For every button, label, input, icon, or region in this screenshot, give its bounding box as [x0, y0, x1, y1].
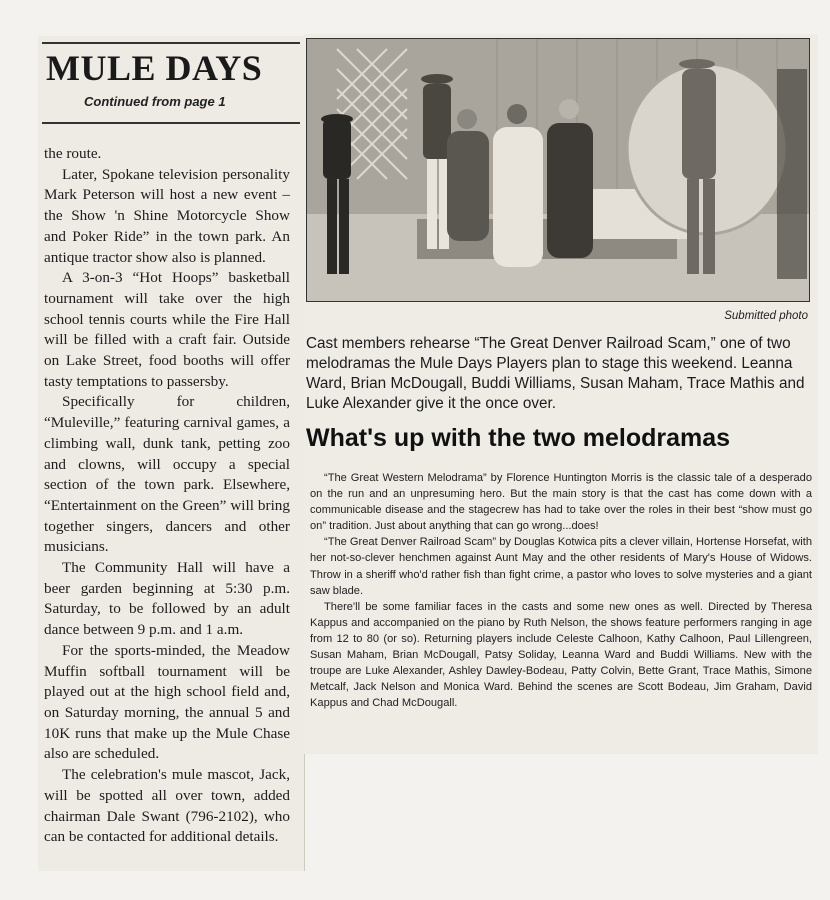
article-paragraph: The Community Hall will have a beer garden beginning at 5:30 p.m. Saturday, to be followed by an adult dance between 9 p.m. and 1 a.m.: [44, 559, 290, 639]
cast-photo-illustration: [307, 39, 809, 301]
continued-line: Continued from page 1: [84, 94, 226, 109]
article-paragraph: Later, Spokane television personality Mark Peterson will host a new event – the Show 'n Shine Motorcycle Show and Poker Ride” in the town park. An antique tractor show also is planned.: [44, 165, 290, 266]
sidebar-paragraph: There'll be some familiar faces in the casts and some new ones as well. Directed by Theresa Kappus and accompanied on the piano by Ruth Nelson, the shows feature performers ranging in age from 12 to 80 (or so). Returning players include Celeste Calhoon, Kathy Calhoon, Paul Lillengreen, Susan Maham, Brian McDougall, Patsy Soliday, Leanna Ward and Buddi Williams. New with the troupe are Luke Alexander, Ashley Dawley-Bodeau, Patty Colvin, Bette Grant, Trace Mathis, Simone Metcalf, Jack Nelson and Monica Ward. Behind the scenes are Scott Bodeau, Jim Graham, David Kappus and Chad McDougall.: [310, 600, 812, 710]
article-paragraph: The celebration's mule mascot, Jack, will be spotted all over town, added chairman Dale Swant (796-2102), who can be contacted for additional details.: [44, 766, 290, 846]
article-paragraph: A 3-on-3 “Hot Hoops” basketball tournament will take over the high school tennis courts while the Fire Hall will be filled with a craft fair. Outside on Lake Street, food booths will offer tasty temptations to passersby.: [44, 269, 290, 390]
cast-photo: [306, 38, 810, 302]
mule-days-column: [38, 36, 305, 871]
sidebar-headline: What's up with the two melodramas: [306, 424, 731, 452]
sidebar-body: [310, 470, 812, 711]
photo-credit: Submitted photo: [724, 310, 808, 322]
headline-rule: [42, 122, 300, 124]
article-paragraph: For the sports-minded, the Meadow Muffin softball tournament will be played out at the high school field and, on Saturday morning, the annual 5 and 10K runs that make up the Mule Chase also are scheduled.: [44, 641, 290, 763]
sidebar-paragraph: “The Great Denver Railroad Scam” by Douglas Kotwica pits a clever villain, Hortense Horsefat, with her not-so-clever henchmen against Aunt May and the other residents of Mary's House of Widows. Throw in a sheriff who'd rather fish than fight crime, a pastor who loves to solve mysteries and a giant saw blade.: [310, 536, 812, 597]
article-body: [44, 144, 290, 848]
top-rule: [42, 42, 300, 44]
sidebar-paragraph: “The Great Western Melodrama” by Florence Huntington Morris is the classic tale of a desperado on the run and an unpresuming hero. But the main story is that the cast has come down with a communicable disease and the stagecrew has had to take over the roles in their best “show must go on” tradition. Just about anything that can go wrong...does!: [310, 472, 812, 533]
article-headline: MULE DAYS: [46, 48, 263, 88]
article-paragraph: Specifically for children, “Muleville,” featuring carnival games, a climbing wall, dunk tank, petting zoo and clowns, will occupy a special section of the town park. Elsewhere, “Entertainment on the Green” will bring together singers, dancers and other musicians.: [44, 393, 290, 556]
photo-and-sidebar-clipping: [304, 34, 818, 754]
photo-caption: Cast members rehearse “The Great Denver Railroad Scam,” one of two melodramas the Mule Days Players plan to stage this weekend. Leanna Ward, Brian McDougall, Buddi Williams, Susan Maham, Trace Mathis and Luke Alexander give it the once over.: [306, 335, 805, 412]
article-paragraph: the route.: [44, 145, 102, 162]
